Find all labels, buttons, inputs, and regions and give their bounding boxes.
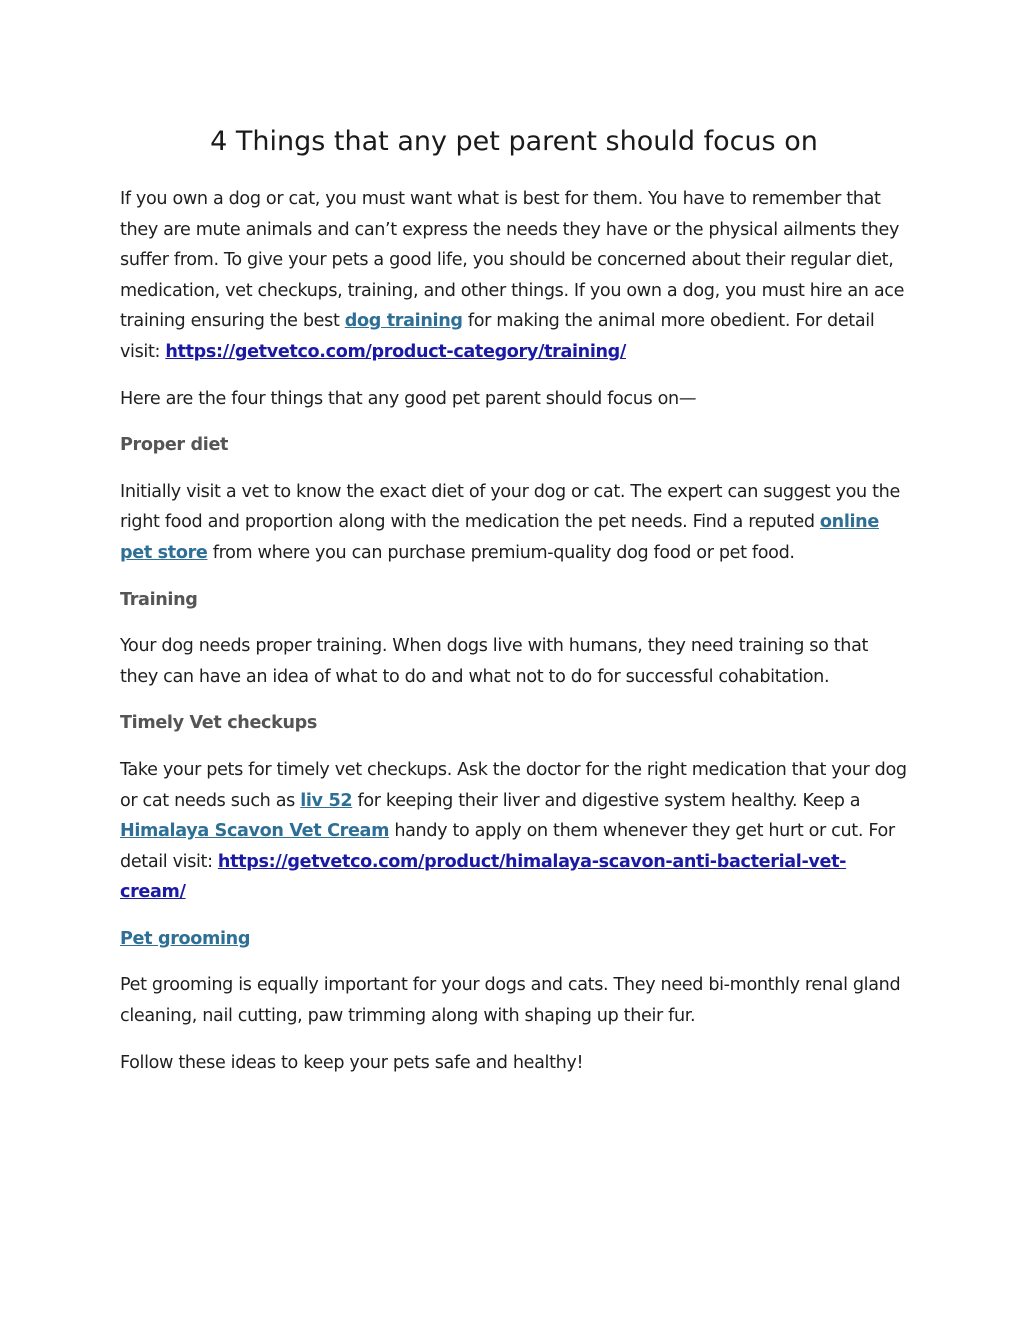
intro-text-end: for making the animal more obedient. For detail visit:	[120, 311, 875, 362]
intro-text-start: If you own a dog or cat, you must want what is best for them. You have to remember that they are mute animals and can’t express the needs they have or the physical ailments they suffer from. To give your pets a good life, you should be concerned about their regular diet, medication, vet checkups, training, and other things. If you own a dog, you must hire an ace training ensuring the best	[120, 189, 905, 332]
heading-pet-grooming	[120, 924, 908, 955]
training-url-link[interactable]: https://getvetco.com/product-category/training/	[165, 341, 627, 362]
training-paragraph: Your dog needs proper training. When dogs live with humans, they need training so that they can have an idea of what to do and what not to do for successful cohabitation.	[120, 636, 869, 687]
heading-training: Training	[120, 589, 198, 610]
document-page	[120, 122, 908, 1078]
scavon-cream-link[interactable]: Himalaya Scavon Vet Cream	[120, 821, 390, 842]
closing-text: Follow these ideas to keep your pets safe and healthy!	[120, 1052, 584, 1073]
vet-text-1: Take your pets for timely vet checkups. Ask the doctor for the right medication that your dog or cat needs such as	[120, 759, 907, 811]
heading-proper-diet: Proper diet	[120, 435, 229, 456]
document-title: 4 Things that any pet parent should focus on	[210, 126, 818, 157]
scavon-url-link[interactable]: https://getvetco.com/product/himalaya-scavon-anti-bacterial-vet-cream/	[120, 851, 847, 903]
grooming-paragraph: Pet grooming is equally important for your dogs and cats. They need bi-monthly renal gland cleaning, nail cutting, paw trimming along with shaping up their fur.	[120, 975, 901, 1027]
pet-grooming-link[interactable]: Pet grooming	[120, 928, 251, 949]
lead-in-text: Here are the four things that any good pet parent should focus on—	[120, 388, 697, 409]
vet-text-3: handy to apply on them whenever they get hurt or cut. For detail visit:	[120, 821, 895, 872]
intro-paragraph	[120, 184, 908, 368]
heading-vet-checkups: Timely Vet checkups	[120, 713, 318, 734]
vet-paragraph	[120, 755, 908, 908]
online-pet-store-link[interactable]: online pet store	[120, 512, 879, 563]
diet-text-end: from where you can purchase premium-quality dog food or pet food.	[207, 542, 795, 563]
diet-paragraph	[120, 477, 908, 569]
liv52-link[interactable]: liv 52	[300, 790, 353, 811]
dog-training-link[interactable]: dog training	[344, 311, 463, 332]
diet-text-start: Initially visit a vet to know the exact diet of your dog or cat. The expert can suggest you the right food and proportion along with the medication the pet needs. Find a reputed	[120, 481, 900, 533]
vet-text-2: for keeping their liver and digestive system healthy. Keep a	[352, 790, 861, 811]
